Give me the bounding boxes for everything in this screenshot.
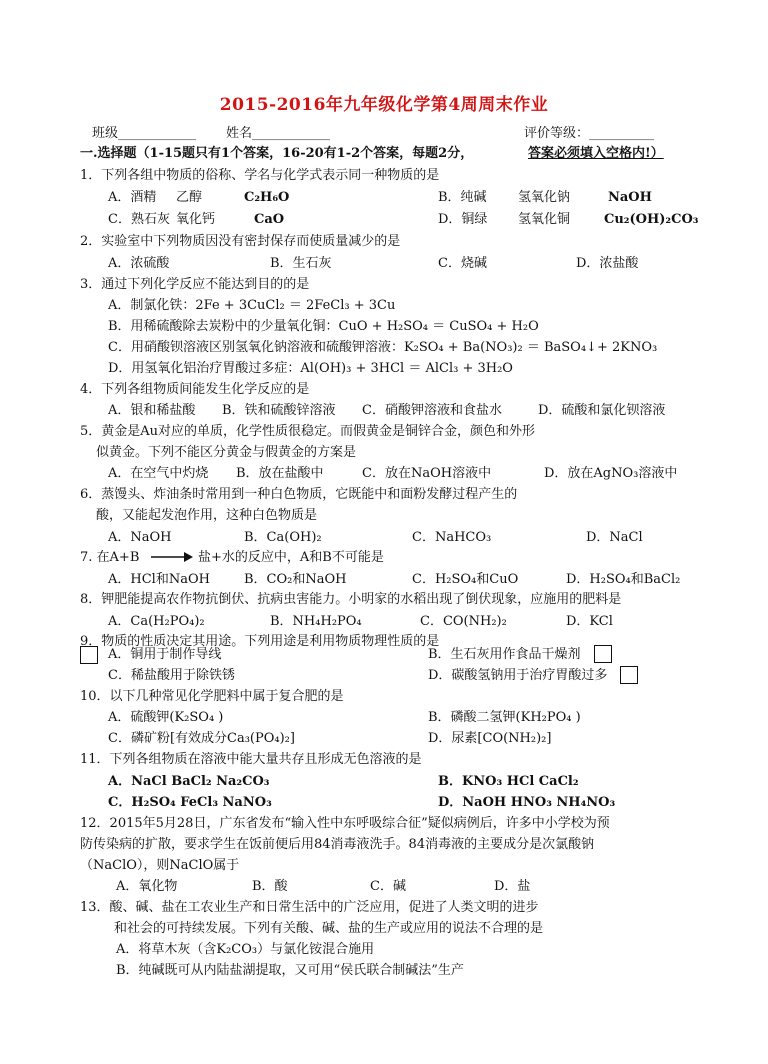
answer-box[interactable] [80, 646, 98, 664]
name-field: 姓名____________ [226, 126, 331, 141]
arrow-icon [150, 551, 194, 568]
grade-field: 评价等级：__________ [524, 126, 655, 141]
answer-box[interactable] [620, 666, 638, 684]
class-field: 班级____________ [92, 126, 197, 141]
section-note: 答案必须填入空格内!） [528, 146, 664, 161]
page-title: 2015-2016年九年级化学第4周周末作业 [219, 95, 549, 115]
answer-box[interactable] [594, 645, 612, 663]
